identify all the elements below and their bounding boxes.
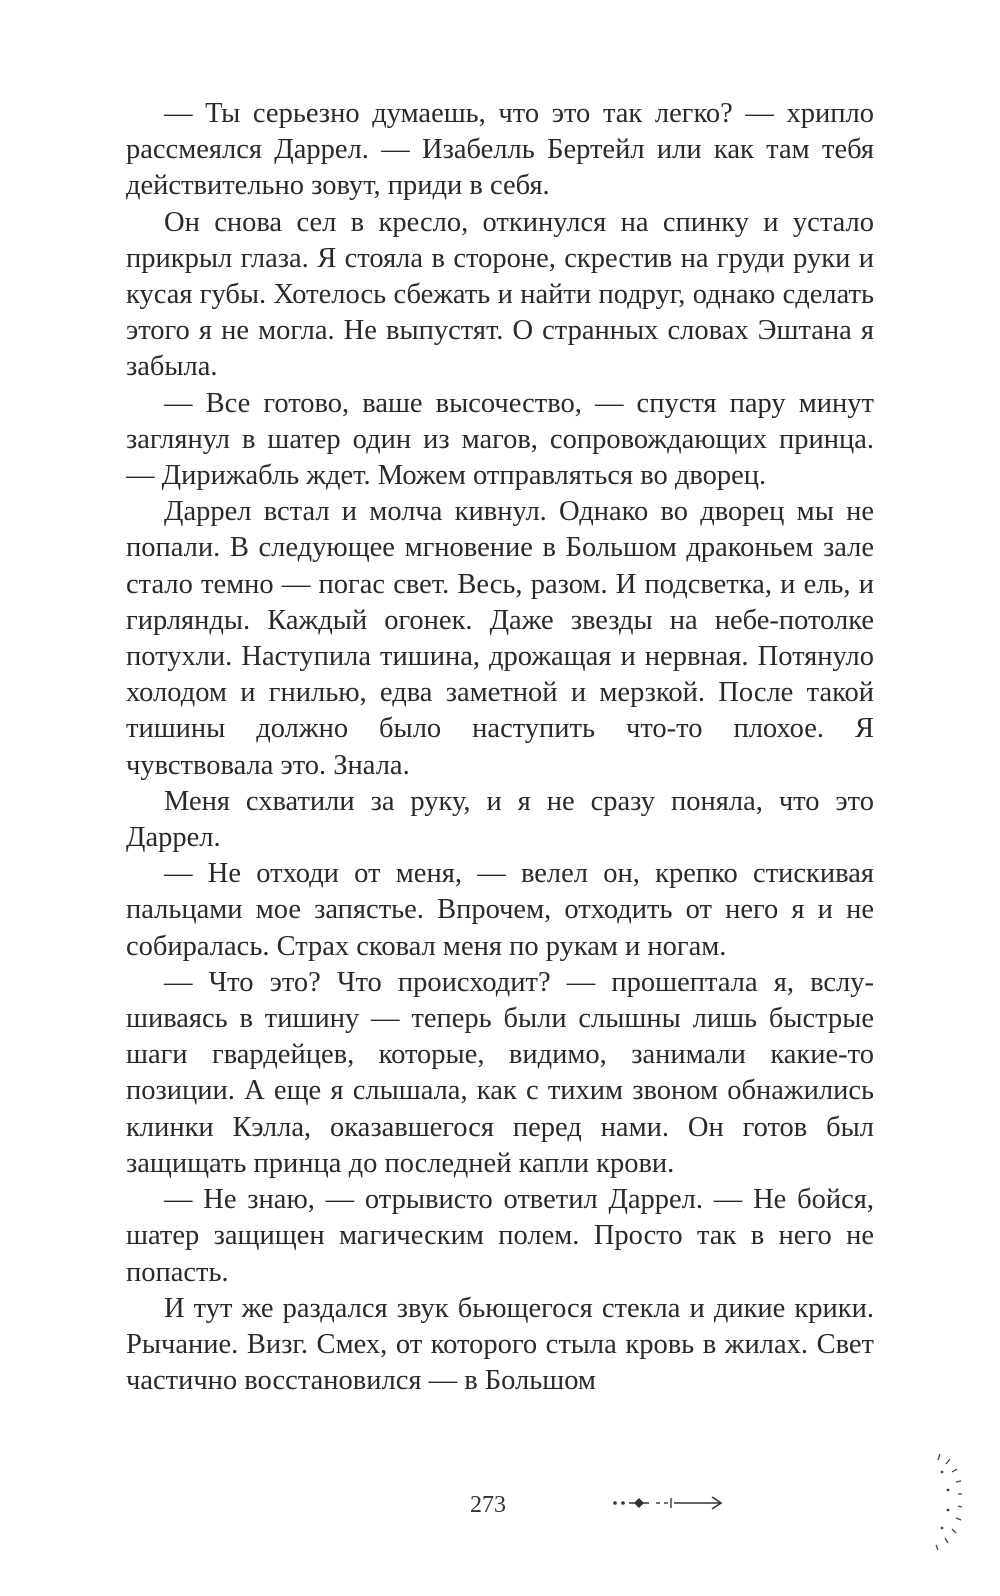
arrow-ornament-icon — [612, 1492, 724, 1519]
paragraph: — Не знаю, — отрывисто ответил Даррел. — Не бойся, шатер защищен магическим полем. Просто так в него не попасть. — [126, 1184, 874, 1288]
page-number: 273 — [470, 1492, 506, 1518]
paragraph: Он снова сел в кресло, откинулся на спинку и устало прикрыл глаза. Я стояла в стороне, скрестив на груди руки и кусая губы. Хотелось сбежать и найти подруг, однако сделать этого я не могла. Не выпустят. О странных словах Эштана я забыла. — [126, 206, 874, 383]
paragraph: — Ты серьезно думаешь, что это так легко? — хрипло рассмеялся Даррел. — Изабелль Бертейл или как там тебя действительно зовут, приди в себя. — [126, 98, 874, 202]
paragraph: — Все готово, ваше высочество, — спустя пару минут заглянул в шатер один из магов, сопровождающих принца. — Дирижабль ждет. Можем отправляться во дворец. — [126, 387, 874, 492]
paragraph: И тут же раздался звук бьющегося стекла и дикие крики. Рычание. Визг. Смех, от которого стыла кровь в жилах. Свет частично восстановился — в Большом — [126, 1292, 874, 1397]
paragraph: Меня схватили за руку, и я не сразу поняла, что это Даррел. — [126, 785, 874, 854]
paragraph: — Что это? Что происходит? — прошептала я, вслушиваясь в тишину — теперь были слышны лишь быстрые шаги гвардейцев, которые, видимо, занимали какие-то позиции. А еще я слышала, как с тихим звоном обнажились клинки Кэлла, оказавшегося перед нами. Он готов был защищать принца до последней капли крови. — [126, 966, 874, 1179]
body-text — [126, 96, 874, 1399]
paragraph: — Не отходи от меня, — велел он, крепко стискивая пальцами мое запястье. Впрочем, отходить от него я и не собиралась. Страх сковал меня по рукам и ногам. — [126, 858, 874, 962]
crescent-moon-icon — [888, 1450, 962, 1565]
paragraph: Даррел встал и молча кивнул. Однако во дворец мы не попали. В следующее мгновение в Большом драконьем зале стало темно — погас свет. Весь, разом. И подсветка, и ель, и гирлянды. Каждый огонек. Даже звезды на небе-потолке потухли. Наступила тишина, дрожащая и нервная. Потянуло холодом и гнилью, едва заметной и мерзкой. После такой тишины должно было наступить что-то плохое. Я чувствовала это. Знала. — [126, 496, 874, 781]
page-footer — [0, 1480, 1000, 1540]
